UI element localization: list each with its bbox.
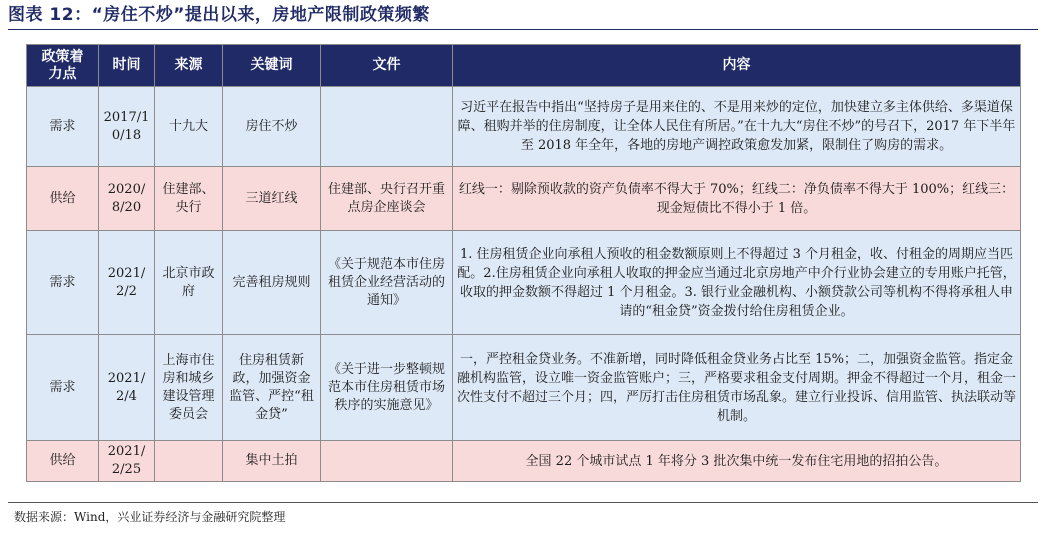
table-row (27, 87, 1021, 167)
header-content: 内容 (453, 45, 1021, 87)
cell-file (321, 87, 453, 167)
cell-keyword: 集中土拍 (223, 441, 321, 482)
policy-table (26, 44, 1021, 482)
cell-source: 住建部、央行 (155, 167, 223, 231)
header-source: 来源 (155, 45, 223, 87)
table-header-row (27, 45, 1021, 87)
cell-keyword: 住房租赁新政，加强资金监管、严控“租金贷” (223, 335, 321, 441)
cell-focus: 供给 (27, 167, 99, 231)
cell-content: 一，严控租金贷业务。不准新增，同时降低租金贷业务占比至 15%；二，加强资金监管。指定金融机构监管，设立唯一资金监管账户；三，严格要求租金支付周期。押金不得超过一个月，租金一次性支付不超过三个月；四，严厉打击住房租赁市场乱象。建立行业投诉、信用监管、执法联动等机制。 (453, 335, 1021, 441)
cell-content: 全国 22 个城市试点 1 年将分 3 批次集中统一发布住宅用地的招拍公告。 (453, 441, 1021, 482)
cell-focus: 需求 (27, 231, 99, 335)
header-keyword: 关键词 (223, 45, 321, 87)
cell-time: 2021/2/4 (99, 335, 155, 441)
cell-time: 2021/2/25 (99, 441, 155, 482)
cell-focus: 供给 (27, 441, 99, 482)
header-time: 时间 (99, 45, 155, 87)
cell-source (155, 441, 223, 482)
header-file: 文件 (321, 45, 453, 87)
cell-time: 2017/10/18 (99, 87, 155, 167)
cell-content: 习近平在报告中指出“坚持房子是用来住的、不是用来炒的定位，加快建立多主体供给、多渠道保障、租购并举的住房制度，让全体人民住有所居。”在十九大“房住不炒”的号召下，2017 年下半年至 2018 年全年，各地的房地产调控政策愈发加紧，限制住了购房的需求。 (453, 87, 1021, 167)
cell-time: 2021/2/2 (99, 231, 155, 335)
cell-focus: 需求 (27, 335, 99, 441)
cell-file (321, 441, 453, 482)
cell-keyword: 完善租房规则 (223, 231, 321, 335)
header-focus: 政策着力点 (27, 45, 99, 87)
cell-source: 上海市住房和城乡建设管理委员会 (155, 335, 223, 441)
cell-file: 《关于进一步整顿规范本市住房租赁市场秩序的实施意见》 (321, 335, 453, 441)
cell-content: 红线一：剔除预收款的资产负债率不得大于 70%；红线二：净负债率不得大于 100%；红线三：现金短债比不得小于 1 倍。 (453, 167, 1021, 231)
cell-keyword: 三道红线 (223, 167, 321, 231)
cell-file: 《关于规范本市住房租赁企业经营活动的通知》 (321, 231, 453, 335)
cell-content: 1. 住房租赁企业向承租人预收的租金数额原则上不得超过 3 个月租金，收、付租金的周期应当匹配。2.住房租赁企业向承租人收取的押金应当通过北京房地产中介行业协会建立的专用账户托管，收取的押金数额不得超过 1 个月租金。3. 银行业金融机构、小额贷款公司等机构不得将承租人申请的“租金贷”资金拨付给住房租赁企业。 (453, 231, 1021, 335)
cell-time: 2020/8/20 (99, 167, 155, 231)
table-row (27, 167, 1021, 231)
table-row (27, 335, 1021, 441)
table-row (27, 231, 1021, 335)
cell-file: 住建部、央行召开重点房企座谈会 (321, 167, 453, 231)
cell-keyword: 房住不炒 (223, 87, 321, 167)
data-source-note: 数据来源：Wind，兴业证券经济与金融研究院整理 (14, 510, 286, 524)
cell-source: 北京市政府 (155, 231, 223, 335)
cell-focus: 需求 (27, 87, 99, 167)
table-row (27, 441, 1021, 482)
footer-divider (8, 502, 1038, 503)
cell-source: 十九大 (155, 87, 223, 167)
figure-title: 图表 12：“房住不炒”提出以来，房地产限制政策频繁 (8, 5, 430, 25)
title-divider (8, 29, 1038, 30)
